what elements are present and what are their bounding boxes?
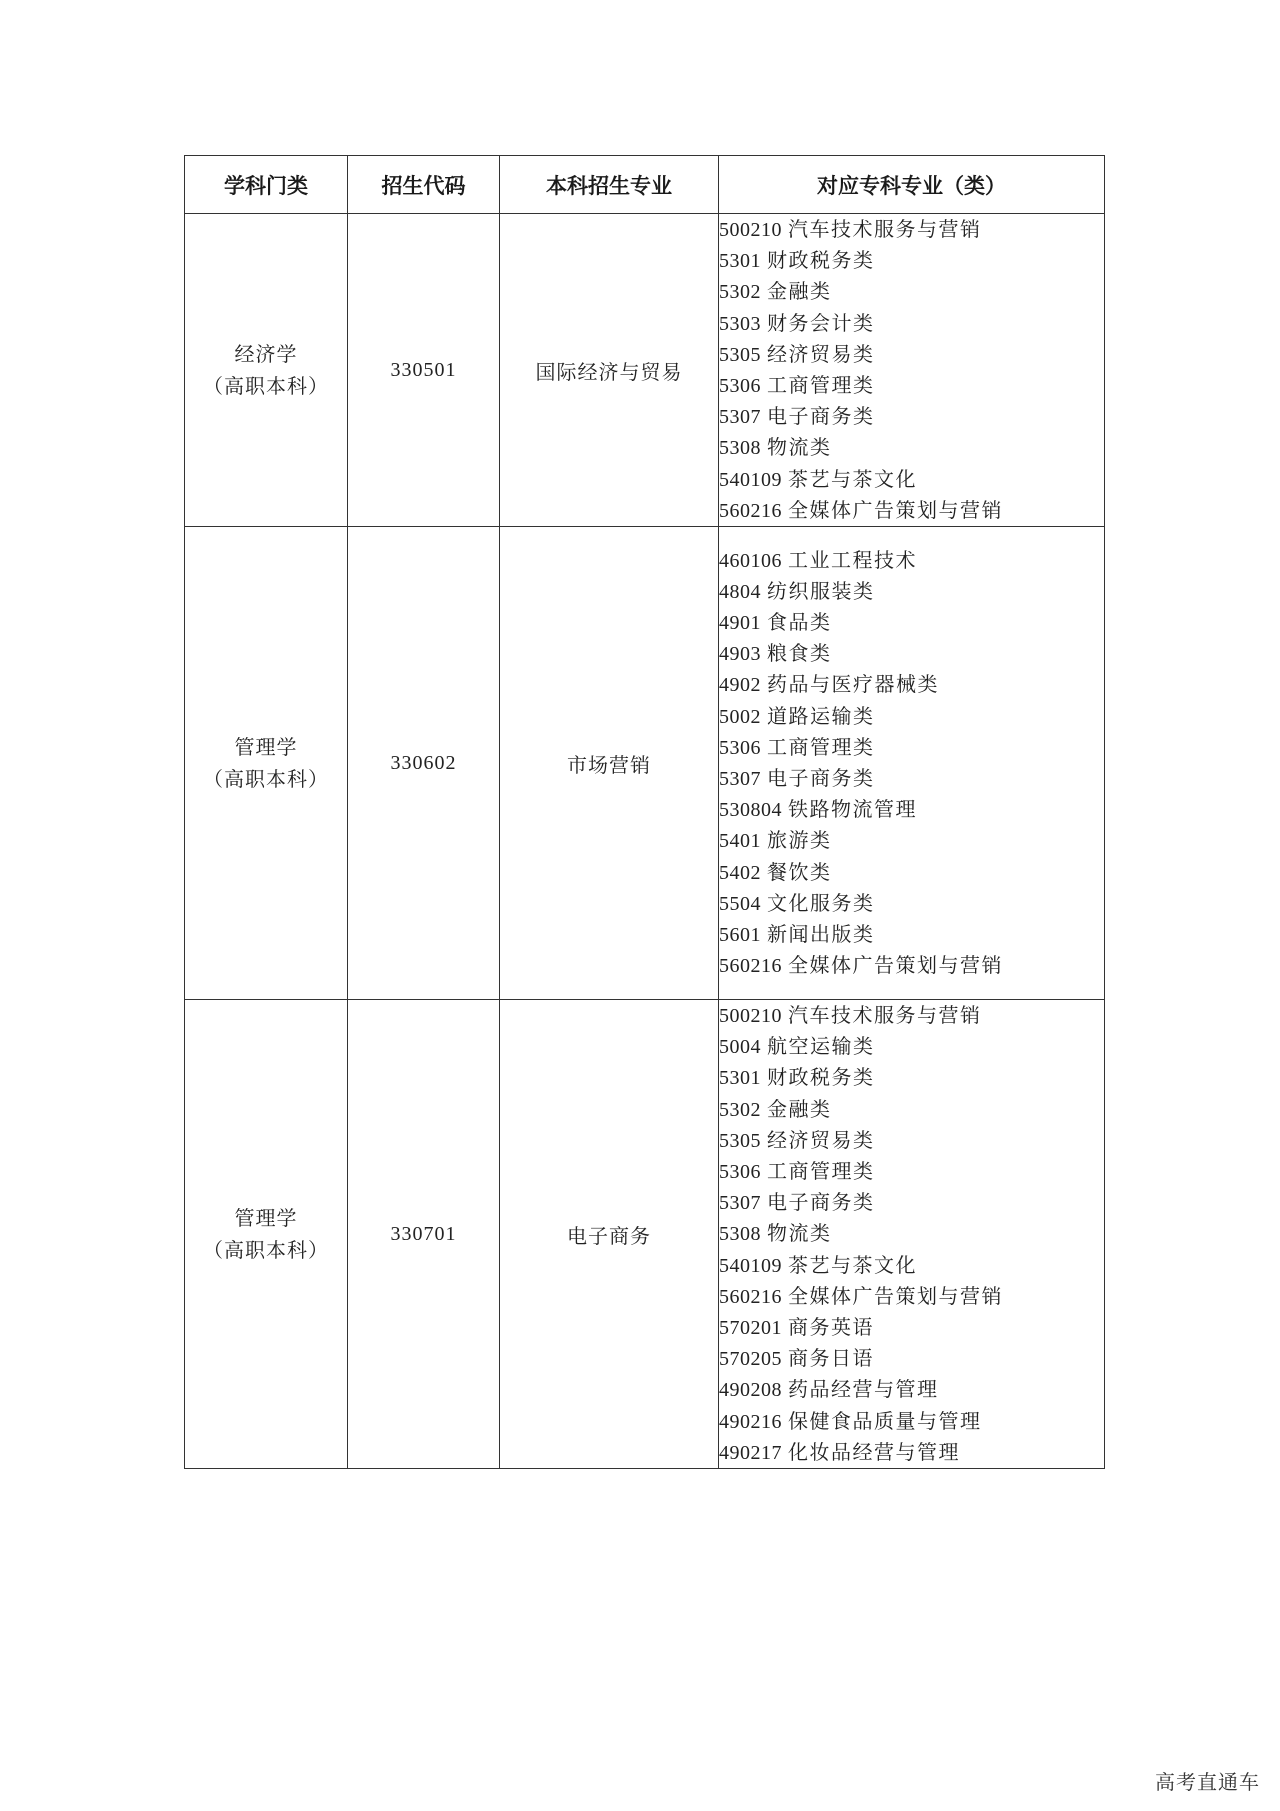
related-major-code: 490217 (719, 1441, 782, 1464)
related-major-name: 新闻出版类 (767, 922, 875, 947)
category-name: 管理学 (234, 1206, 298, 1231)
related-major-code: 5305 (719, 343, 761, 366)
category-cell (185, 1000, 348, 1469)
related-majors-cell (719, 527, 1105, 1000)
list-item (719, 495, 1104, 526)
header-category: 学科门类 (185, 156, 348, 214)
related-major-name: 金融类 (767, 279, 832, 304)
related-major-name: 药品与医疗器械类 (767, 672, 939, 697)
list-item (719, 1156, 1104, 1187)
list-item (719, 1218, 1104, 1249)
related-major-code: 5004 (719, 1036, 761, 1059)
category-cell (185, 214, 348, 527)
list-item (719, 732, 1104, 763)
related-major-code: 4804 (719, 580, 761, 603)
related-major-code: 460106 (719, 549, 782, 572)
related-major-name: 电子商务类 (767, 1190, 875, 1215)
related-major-code: 5306 (719, 1161, 761, 1184)
category-level: （高职本科） (203, 1238, 329, 1263)
related-major-code: 560216 (719, 499, 782, 522)
header-code: 招生代码 (348, 156, 500, 214)
related-major-code: 5601 (719, 924, 761, 947)
related-major-name: 工商管理类 (767, 373, 875, 398)
list-item (719, 857, 1104, 888)
list-item (719, 1312, 1104, 1343)
majors-table (184, 155, 1105, 1469)
related-major-code: 500210 (719, 1005, 782, 1028)
related-major-code: 5308 (719, 437, 761, 460)
related-major-name: 全媒体广告策划与营销 (788, 953, 1003, 978)
related-major-name: 食品类 (767, 610, 832, 635)
related-major-code: 4903 (719, 643, 761, 666)
table-row (185, 1000, 1105, 1469)
related-major-name: 财政税务类 (767, 1065, 875, 1090)
related-major-code: 5307 (719, 1192, 761, 1215)
related-major-code: 570201 (719, 1317, 782, 1340)
related-major-name: 化妆品经营与管理 (788, 1439, 960, 1464)
list-item (719, 669, 1104, 700)
related-majors-list (719, 545, 1104, 982)
related-major-name: 纺织服装类 (767, 578, 875, 603)
related-major-code: 530804 (719, 799, 782, 822)
list-item (719, 1374, 1104, 1405)
list-item (719, 794, 1104, 825)
related-major-code: 5402 (719, 861, 761, 884)
list-item (719, 638, 1104, 669)
related-major-name: 全媒体广告策划与营销 (788, 497, 1003, 522)
related-major-name: 物流类 (767, 1221, 832, 1246)
related-major-code: 4902 (719, 674, 761, 697)
related-major-name: 电子商务类 (767, 404, 875, 429)
related-major-code: 5308 (719, 1223, 761, 1246)
related-major-code: 5504 (719, 892, 761, 915)
undergraduate-major-cell: 电子商务 (500, 1000, 719, 1469)
related-majors-list (719, 214, 1104, 526)
related-major-name: 保健食品质量与管理 (788, 1408, 982, 1433)
list-item (719, 308, 1104, 339)
related-major-code: 5303 (719, 312, 761, 335)
related-major-code: 5301 (719, 1067, 761, 1090)
list-item (719, 701, 1104, 732)
related-major-code: 5401 (719, 830, 761, 853)
related-major-name: 电子商务类 (767, 766, 875, 791)
list-item (719, 245, 1104, 276)
related-major-code: 5302 (719, 281, 761, 304)
enrollment-code-cell: 330501 (348, 214, 500, 527)
list-item (719, 1000, 1104, 1031)
related-major-name: 文化服务类 (767, 890, 875, 915)
list-item (719, 545, 1104, 576)
list-item (719, 950, 1104, 981)
related-major-code: 5306 (719, 736, 761, 759)
enrollment-code-cell: 330701 (348, 1000, 500, 1469)
related-major-name: 汽车技术服务与营销 (788, 1003, 982, 1028)
related-major-code: 570205 (719, 1348, 782, 1371)
related-major-code: 5302 (719, 1098, 761, 1121)
table-row (185, 214, 1105, 527)
list-item (719, 370, 1104, 401)
related-major-name: 商务日语 (788, 1346, 874, 1371)
related-major-code: 5307 (719, 768, 761, 791)
related-major-name: 经济贸易类 (767, 341, 875, 366)
related-major-code: 540109 (719, 1254, 782, 1277)
related-major-name: 茶艺与茶文化 (788, 466, 917, 491)
related-major-name: 工商管理类 (767, 734, 875, 759)
list-item (719, 1406, 1104, 1437)
category-cell (185, 527, 348, 1000)
list-item (719, 607, 1104, 638)
related-major-name: 餐饮类 (767, 859, 832, 884)
related-major-code: 5306 (719, 375, 761, 398)
list-item (719, 276, 1104, 307)
list-item (719, 339, 1104, 370)
category-level: （高职本科） (203, 374, 329, 399)
related-majors-list (719, 1000, 1104, 1468)
list-item (719, 1437, 1104, 1468)
related-major-name: 工商管理类 (767, 1159, 875, 1184)
list-item (719, 763, 1104, 794)
list-item (719, 1094, 1104, 1125)
list-item (719, 1125, 1104, 1156)
related-major-name: 物流类 (767, 435, 832, 460)
related-major-name: 汽车技术服务与营销 (788, 217, 982, 241)
related-major-name: 航空运输类 (767, 1034, 875, 1059)
category-level: （高职本科） (203, 767, 329, 792)
related-major-name: 财政税务类 (767, 248, 875, 273)
header-related-majors: 对应专科专业（类） (719, 156, 1105, 214)
related-majors-cell (719, 214, 1105, 527)
related-major-name: 道路运输类 (767, 703, 875, 728)
related-major-name: 工业工程技术 (788, 547, 917, 572)
list-item (719, 1031, 1104, 1062)
table-header-row (185, 156, 1105, 214)
list-item (719, 1281, 1104, 1312)
related-major-code: 560216 (719, 955, 782, 978)
category-name: 经济学 (234, 342, 298, 367)
list-item (719, 1250, 1104, 1281)
list-item (719, 825, 1104, 856)
list-item (719, 919, 1104, 950)
related-major-name: 旅游类 (767, 828, 832, 853)
related-major-code: 500210 (719, 219, 782, 241)
related-major-name: 药品经营与管理 (788, 1377, 939, 1402)
related-major-name: 铁路物流管理 (788, 797, 917, 822)
undergraduate-major-cell: 国际经济与贸易 (500, 214, 719, 527)
list-item (719, 214, 1104, 245)
related-major-name: 金融类 (767, 1096, 832, 1121)
related-major-name: 茶艺与茶文化 (788, 1252, 917, 1277)
related-major-code: 5301 (719, 250, 761, 273)
related-major-code: 5002 (719, 705, 761, 728)
list-item (719, 401, 1104, 432)
related-major-code: 5307 (719, 406, 761, 429)
related-major-code: 560216 (719, 1285, 782, 1308)
related-major-name: 粮食类 (767, 641, 832, 666)
related-major-name: 财务会计类 (767, 310, 875, 335)
list-item (719, 1062, 1104, 1093)
header-major: 本科招生专业 (500, 156, 719, 214)
related-major-code: 490208 (719, 1379, 782, 1402)
table-body (185, 214, 1105, 1469)
watermark-text: 高考直通车 (1155, 1770, 1260, 1794)
category-name: 管理学 (234, 735, 298, 760)
list-item (719, 464, 1104, 495)
related-major-name: 商务英语 (788, 1315, 874, 1340)
undergraduate-major-cell: 市场营销 (500, 527, 719, 1000)
related-major-code: 540109 (719, 468, 782, 491)
list-item (719, 432, 1104, 463)
enrollment-code-cell: 330602 (348, 527, 500, 1000)
list-item (719, 576, 1104, 607)
related-major-name: 经济贸易类 (767, 1127, 875, 1152)
table-row (185, 527, 1105, 1000)
related-major-code: 490216 (719, 1410, 782, 1433)
related-majors-cell (719, 1000, 1105, 1469)
related-major-code: 5305 (719, 1129, 761, 1152)
related-major-code: 4901 (719, 612, 761, 635)
list-item (719, 1343, 1104, 1374)
related-major-name: 全媒体广告策划与营销 (788, 1283, 1003, 1308)
list-item (719, 888, 1104, 919)
list-item (719, 1187, 1104, 1218)
